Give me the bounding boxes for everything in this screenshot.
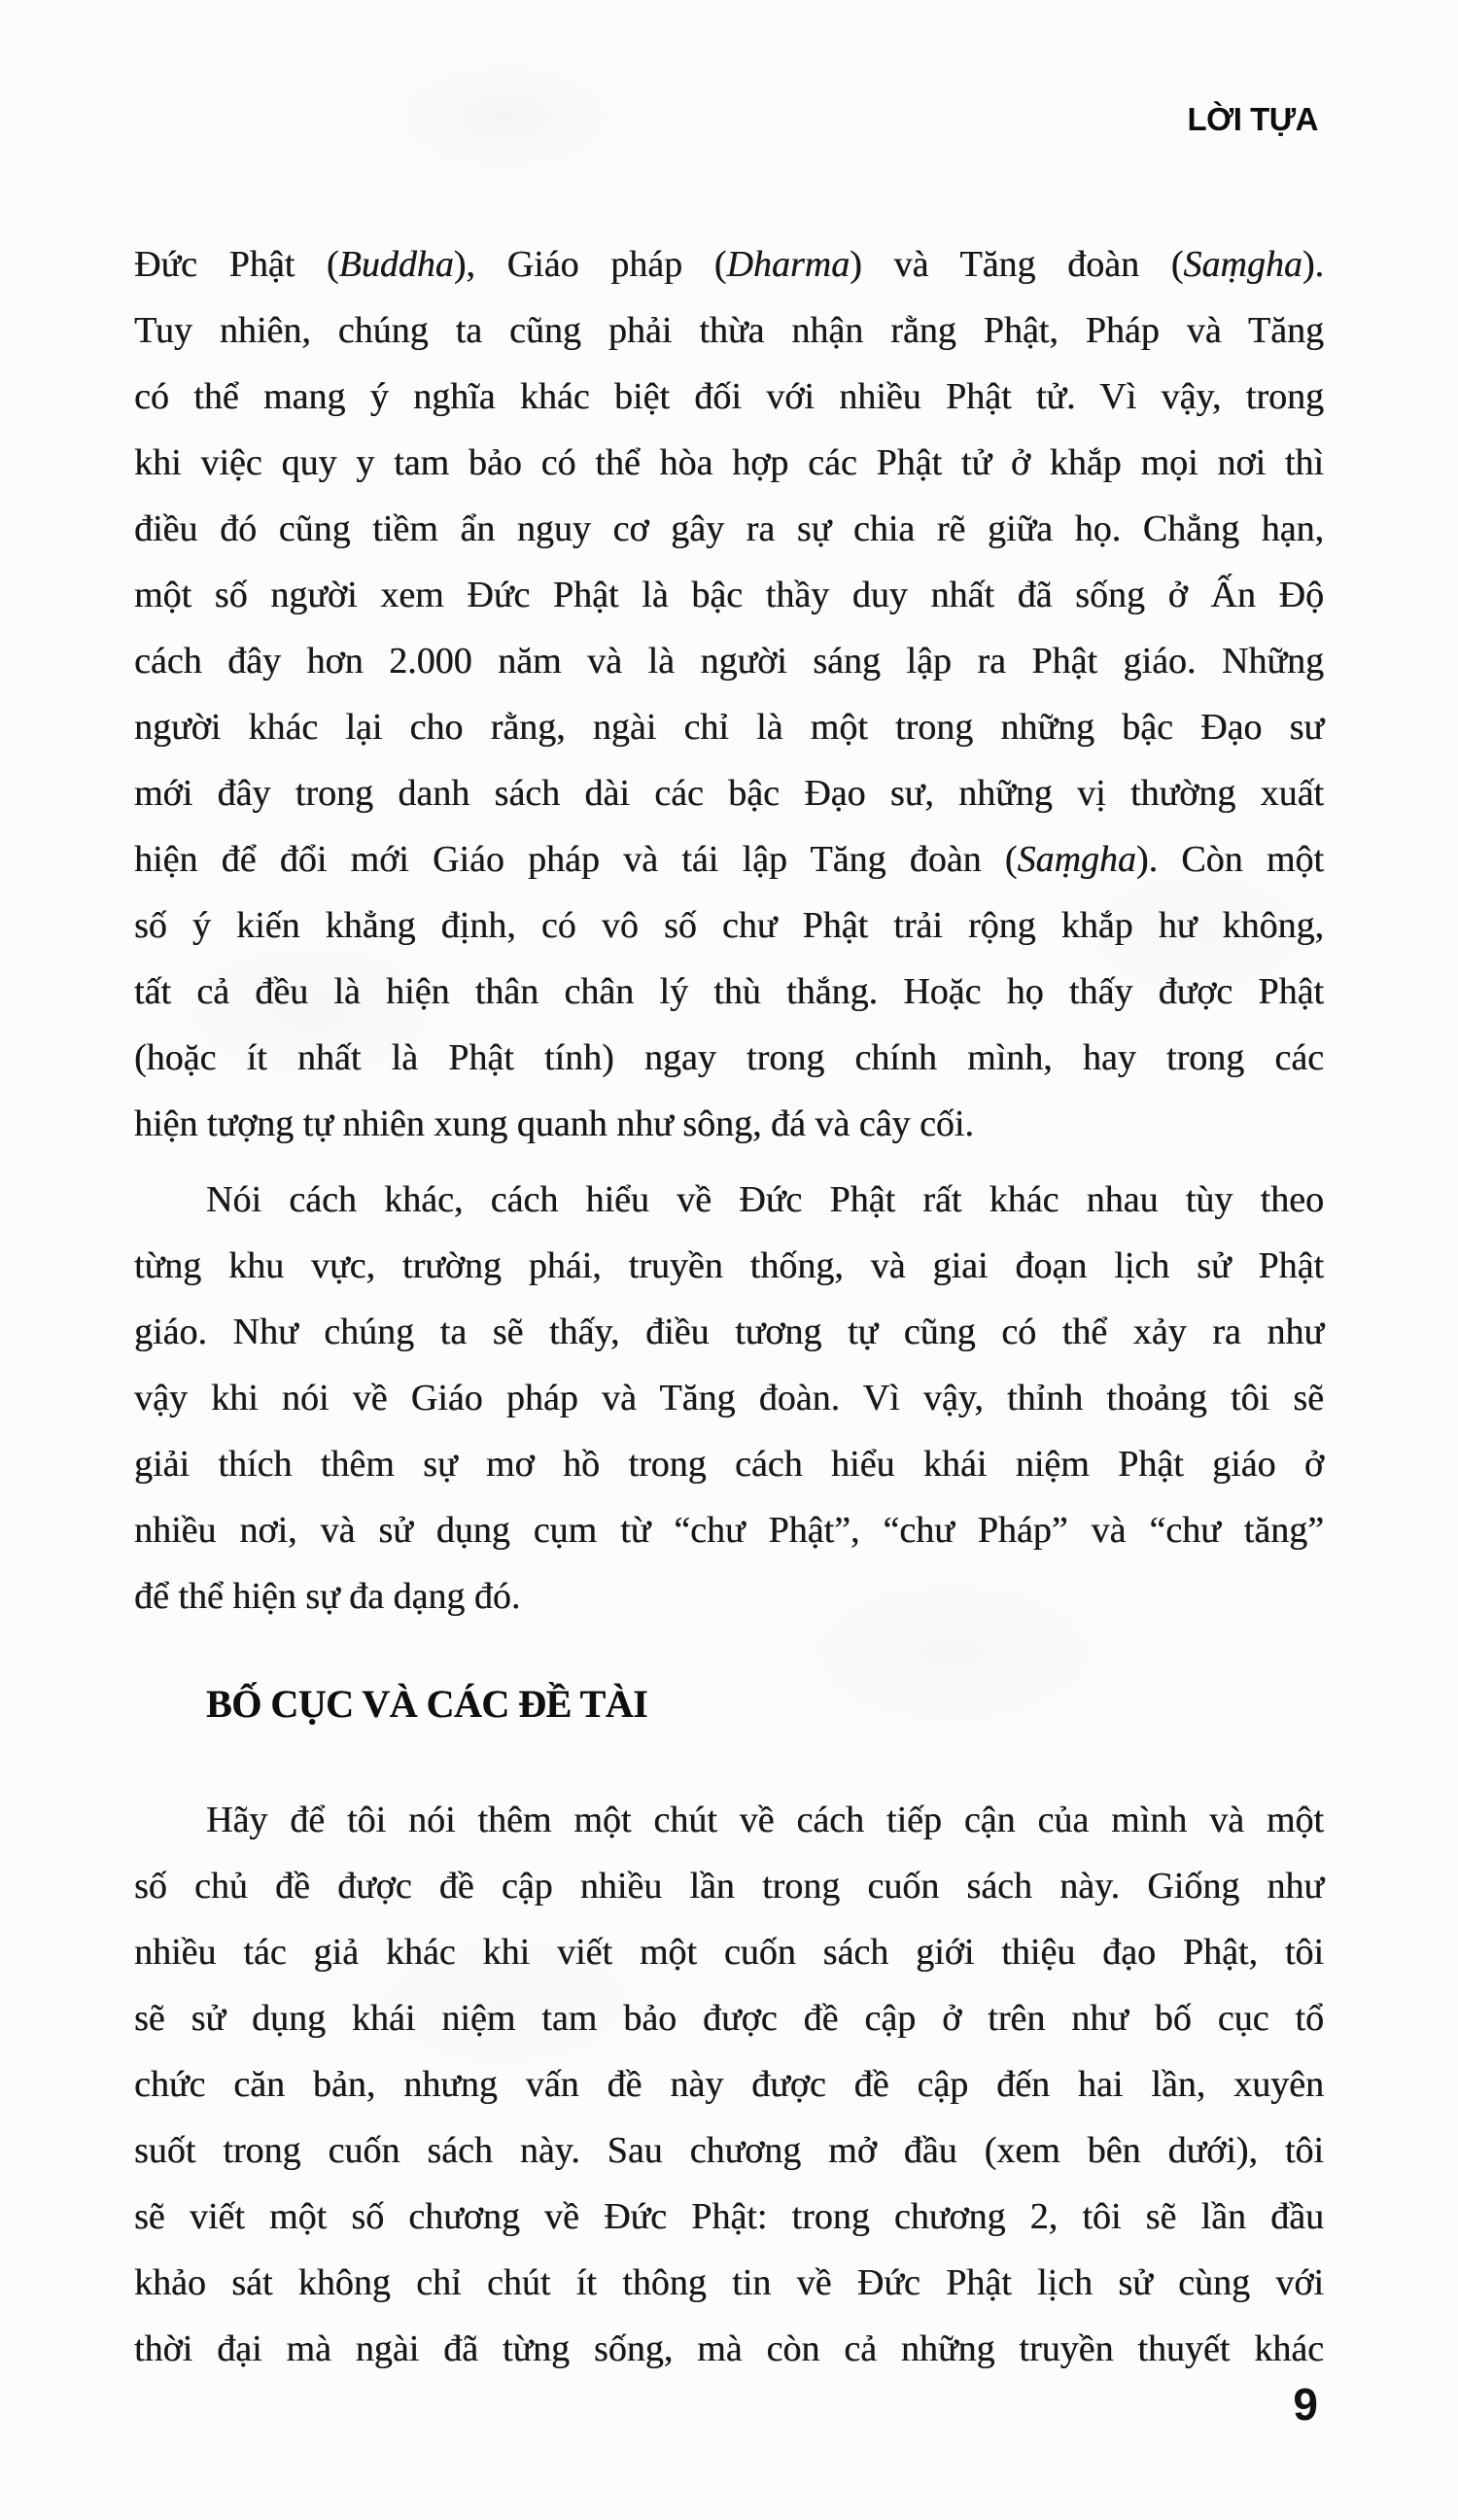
text-run: nhiều nơi, và sử dụng cụm từ “chư Phật”, “chư Pháp” và “chư tăng”: [134, 1510, 1324, 1551]
paragraph: [134, 1787, 1324, 2382]
text-run: khảo sát không chỉ chút ít thông tin về Đức Phật lịch sử cùng với: [134, 2262, 1324, 2303]
text-run: để thể hiện sự đa dạng đó.: [134, 1576, 521, 1617]
running-header: LỜI TỰA: [1187, 101, 1318, 137]
text-run: hiện để đổi mới Giáo pháp và tái lập Tăng đoàn (: [134, 839, 1018, 880]
text-line: [134, 1431, 1324, 1497]
text-line: [134, 1853, 1324, 1919]
text-line: [134, 826, 1324, 892]
text-line: [134, 2051, 1324, 2118]
text-line: [134, 496, 1324, 562]
text-run: vậy khi nói về Giáo pháp và Tăng đoàn. Vì vậy, thỉnh thoảng tôi sẽ: [134, 1378, 1324, 1418]
text-run: tất cả đều là hiện thân chân lý thù thắng. Hoặc họ thấy được Phật: [134, 971, 1324, 1012]
text-line: [134, 1025, 1324, 1091]
italic-term: Saṃgha: [1017, 839, 1136, 880]
text-run: ), Giáo pháp (: [453, 244, 727, 285]
text-run: sẽ sử dụng khái niệm tam bảo được đề cập ở trên như bố cục tổ: [134, 1998, 1324, 2039]
text-line: [134, 1787, 1324, 1853]
text-line: [134, 430, 1324, 496]
text-line: [134, 1985, 1324, 2051]
text-line: [134, 2316, 1324, 2382]
text-run: Đức Phật (: [134, 244, 339, 285]
text-line: [134, 231, 1324, 298]
text-line: [134, 1091, 1324, 1157]
text-run: khi việc quy y tam bảo có thể hòa hợp các Phật tử ở khắp mọi nơi thì: [134, 442, 1324, 483]
text-run: hiện tượng tự nhiên xung quanh như sông, đá và cây cối.: [134, 1103, 974, 1144]
text-run: số ý kiến khẳng định, có vô số chư Phật trải rộng khắp hư không,: [134, 905, 1324, 946]
text-line: [134, 562, 1324, 628]
text-line: [134, 1299, 1324, 1365]
text-run: Tuy nhiên, chúng ta cũng phải thừa nhận rằng Phật, Pháp và Tăng: [134, 310, 1324, 351]
text-line: [134, 1497, 1324, 1563]
text-run: nhiều tác giả khác khi viết một cuốn sách giới thiệu đạo Phật, tôi: [134, 1932, 1324, 1973]
paragraph: [134, 231, 1324, 1157]
text-run: điều đó cũng tiềm ẩn nguy cơ gây ra sự chia rẽ giữa họ. Chẳng hạn,: [134, 508, 1324, 549]
italic-term: Saṃgha: [1183, 244, 1302, 285]
text-line: [134, 364, 1324, 430]
text-line: [134, 760, 1324, 826]
text-line: [134, 1919, 1324, 1985]
text-line: [134, 1233, 1324, 1299]
text-line: [134, 694, 1324, 760]
paragraph: [134, 1167, 1324, 1629]
text-line: [134, 892, 1324, 959]
text-line: [134, 1563, 1324, 1629]
text-line: [134, 1365, 1324, 1431]
text-run: sẽ viết một số chương về Đức Phật: trong chương 2, tôi sẽ lần đầu: [134, 2196, 1324, 2237]
text-run: mới đây trong danh sách dài các bậc Đạo sư, những vị thường xuất: [134, 773, 1324, 814]
text-run: từng khu vực, trường phái, truyền thống, và giai đoạn lịch sử Phật: [134, 1245, 1324, 1286]
text-run: cách đây hơn 2.000 năm và là người sáng lập ra Phật giáo. Những: [134, 641, 1324, 682]
text-line: [134, 2118, 1324, 2184]
italic-term: Dharma: [726, 244, 850, 285]
text-run: chức căn bản, nhưng vấn đề này được đề cập đến hai lần, xuyên: [134, 2064, 1324, 2105]
italic-term: Buddha: [338, 244, 454, 285]
text-run: ). Còn một: [1135, 839, 1324, 880]
text-line: [134, 298, 1324, 364]
text-line: [134, 959, 1324, 1025]
section-heading: BỐ CỤC VÀ CÁC ĐỀ TÀI: [206, 1682, 648, 1726]
text-line: [134, 2184, 1324, 2250]
text-run: Hãy để tôi nói thêm một chút về cách tiếp cận của mình và một: [206, 1800, 1324, 1840]
text-run: số chủ đề được đề cập nhiều lần trong cuốn sách này. Giống như: [134, 1866, 1324, 1907]
text-line: [134, 2250, 1324, 2316]
text-run: người khác lại cho rằng, ngài chỉ là một trong những bậc Đạo sư: [134, 707, 1324, 748]
text-run: ).: [1302, 244, 1325, 285]
text-run: suốt trong cuốn sách này. Sau chương mở đầu (xem bên dưới), tôi: [134, 2130, 1324, 2171]
page-number: 9: [1293, 2379, 1318, 2430]
text-run: giáo. Như chúng ta sẽ thấy, điều tương tự cũng có thể xảy ra như: [134, 1312, 1324, 1352]
text-run: thời đại mà ngài đã từng sống, mà còn cả những truyền thuyết khác: [134, 2328, 1324, 2369]
text-run: (hoặc ít nhất là Phật tính) ngay trong chính mình, hay trong các: [134, 1037, 1324, 1078]
text-line: [134, 1167, 1324, 1233]
text-run: ) và Tăng đoàn (: [850, 244, 1184, 285]
text-line: [134, 628, 1324, 694]
text-run: giải thích thêm sự mơ hồ trong cách hiểu khái niệm Phật giáo ở: [134, 1444, 1324, 1485]
page-body: [134, 231, 1324, 2382]
text-run: một số người xem Đức Phật là bậc thầy duy nhất đã sống ở Ấn Độ: [134, 575, 1324, 615]
text-run: có thể mang ý nghĩa khác biệt đối với nhiều Phật tử. Vì vậy, trong: [134, 376, 1324, 417]
text-run: Nói cách khác, cách hiểu về Đức Phật rất khác nhau tùy theo: [206, 1179, 1324, 1220]
